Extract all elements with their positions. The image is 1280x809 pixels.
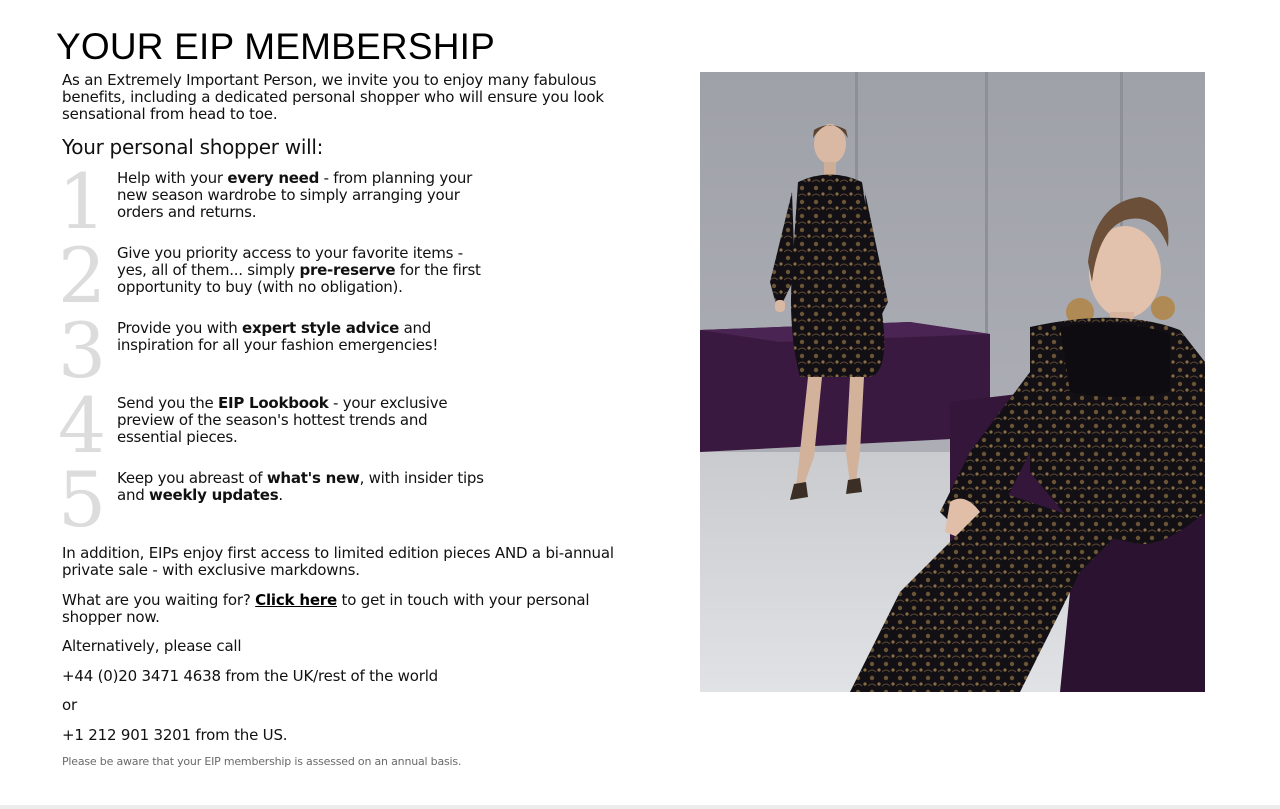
step-number-4: 4 [57,381,107,470]
step-number-1: 1 [57,157,107,246]
intro-text: As an Extremely Important Person, we invite you to enjoy many fabulous benefits, including a dedicated personal shopper who will ensure you look sensational from head to toe. [62,71,604,123]
subheading: Your personal shopper will: [62,135,324,159]
fashion-models-photo [700,72,1205,692]
step-text-3: Provide you with expert style advice and inspiration for all your fashion emergencies! [117,319,439,354]
phone-uk: +44 (0)20 3471 4638 from the UK/rest of the world [62,667,438,685]
step-text-2: Give you priority access to your favorite items - yes, all of them... simply pre-reserve for the first opportunity to buy (with no obligation). [117,244,481,296]
step-highlight: what's new [266,469,360,487]
step-number-2: 2 [57,231,107,320]
step-highlight: expert style advice [242,319,400,337]
step-number-3: 3 [57,306,107,395]
step-highlight: EIP Lookbook [218,394,329,412]
bottom-divider [0,805,1280,809]
step-highlight: pre-reserve [299,261,396,279]
step-text-4: Send you the EIP Lookbook - your exclusive preview of the season's hottest trends and essential pieces. [117,394,448,446]
phone-us: +1 212 901 3201 from the US. [62,726,288,744]
alternatively-text: Alternatively, please call [62,637,242,655]
step-highlight: every need [227,169,320,187]
step-highlight: weekly updates [149,486,279,504]
cta-text: What are you waiting for? Click here to get in touch with your personal shopper now. [62,591,590,626]
addition-text: In addition, EIPs enjoy first access to limited edition pieces AND a bi-annual private sale - with exclusive markdowns. [62,544,614,579]
page-title: YOUR EIP MEMBERSHIP [56,26,495,67]
step-text-1: Help with your every need - from planning your new season wardrobe to simply arranging your orders and returns. [117,169,473,221]
or-text: or [62,696,77,714]
contact-link[interactable]: Click here [255,591,337,609]
membership-note: Please be aware that your EIP membership is assessed on an annual basis. [62,755,462,768]
step-text-5: Keep you abreast of what's new, with insider tips and weekly updates. [117,469,484,504]
step-number-5: 5 [57,455,107,544]
